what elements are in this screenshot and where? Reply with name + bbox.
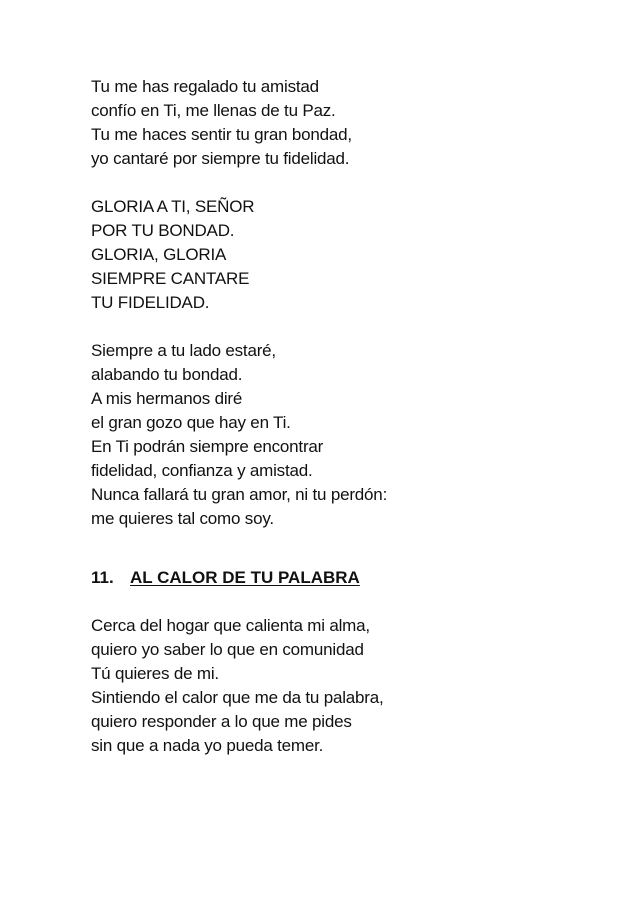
chorus-line: POR TU BONDAD. — [91, 221, 235, 240]
lyric-line: En Ti podrán siempre encontrar — [91, 437, 324, 456]
chorus-line: TU FIDELIDAD. — [91, 293, 210, 312]
lyric-line: Nunca fallará tu gran amor, ni tu perdón: — [91, 485, 388, 504]
chorus-line: SIEMPRE CANTARE — [91, 269, 250, 288]
lyric-line: me quieres tal como soy. — [91, 509, 274, 528]
section-spacer — [91, 531, 611, 566]
lyric-line: A mis hermanos diré — [91, 389, 243, 408]
song-heading — [91, 566, 611, 590]
lyric-line: yo cantaré por siempre tu fidelidad. — [91, 149, 350, 168]
lyric-line: quiero yo saber lo que en comunidad — [91, 640, 364, 659]
lyric-line: Tu me has regalado tu amistad — [91, 77, 319, 96]
lyric-line: Sintiendo el calor que me da tu palabra, — [91, 688, 384, 707]
lyric-line: fidelidad, confianza y amistad. — [91, 461, 313, 480]
lyric-line: el gran gozo que hay en Ti. — [91, 413, 291, 432]
verse-stanza-1 — [91, 75, 611, 171]
stanza-spacer — [91, 315, 611, 339]
chorus-stanza — [91, 195, 611, 315]
chorus-line: GLORIA A TI, SEÑOR — [91, 197, 255, 216]
lyric-line: Siempre a tu lado estaré, — [91, 341, 276, 360]
stanza-spacer — [91, 171, 611, 195]
lyric-line: quiero responder a lo que me pides — [91, 712, 352, 731]
lyric-line: Cerca del hogar que calienta mi alma, — [91, 616, 370, 635]
lyric-line: Tú quieres de mi. — [91, 664, 219, 683]
lyric-line: Tu me haces sentir tu gran bondad, — [91, 125, 352, 144]
song11-stanza-1 — [91, 614, 611, 758]
lyric-line: alabando tu bondad. — [91, 365, 243, 384]
song-number: 11. — [91, 568, 114, 587]
section-spacer — [91, 590, 611, 614]
chorus-line: GLORIA, GLORIA — [91, 245, 227, 264]
song-title: AL CALOR DE TU PALABRA — [130, 568, 360, 587]
lyric-line: sin que a nada yo pueda temer. — [91, 736, 324, 755]
lyric-line: confío en Ti, me llenas de tu Paz. — [91, 101, 336, 120]
document-page — [91, 75, 611, 758]
verse-stanza-2 — [91, 339, 611, 531]
